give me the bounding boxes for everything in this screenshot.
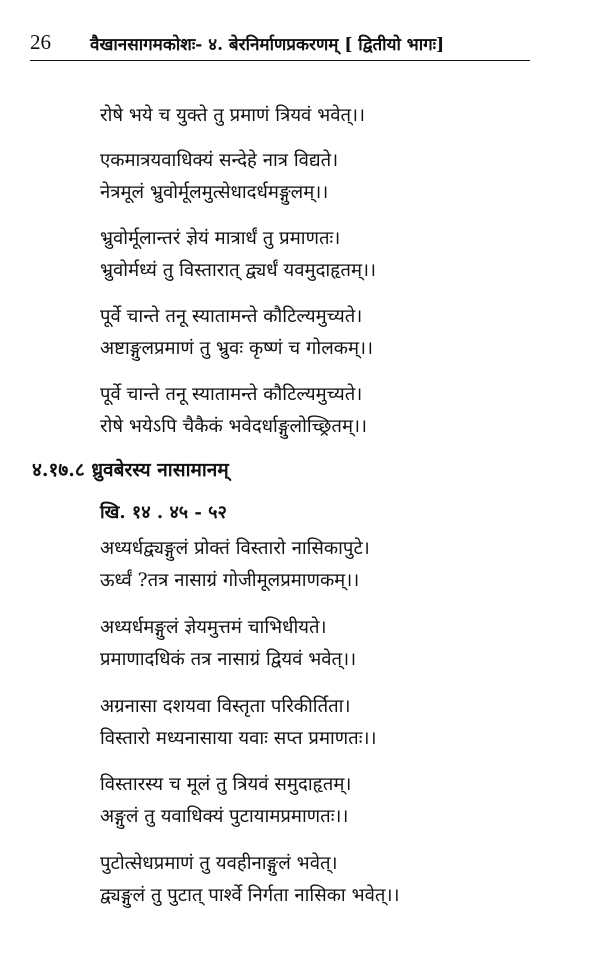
verse-line: ऊर्ध्वं ?तत्र नासाग्रं गोजीमूलप्रमाणकम्।। [100, 570, 360, 591]
running-title: वैखानसागमकोशः- ४. बेरनिर्माणप्रकरणम् [ द्वितीयो भागः] [90, 35, 445, 55]
verse-line: पूर्वे चान्ते तनू स्यातामन्ते कौटिल्यमुच्यते। [100, 384, 363, 405]
verse-line: अङ्गुलं तु यवाधिक्यं पुटायामप्रमाणतः।। [100, 806, 349, 827]
verse-line: विस्तारो मध्यनासाया यवाः सप्त प्रमाणतः।। [100, 728, 377, 749]
verse-line: पूर्वे चान्ते तनू स्यातामन्ते कौटिल्यमुच्यते। [100, 306, 363, 327]
source-reference: खि. १४ . ४५ - ५२ [100, 502, 227, 523]
verse-line: पुटोत्सेधप्रमाणं तु यवहीनाङ्गुलं भवेत्। [100, 853, 338, 874]
header-rule [30, 60, 530, 61]
verse-line: रोषे भयेऽपि चैकैकं भवेदर्धाङ्गुलोच्छ्रितम्।। [100, 416, 368, 437]
verse-line: प्रमाणादधिकं तत्र नासाग्रं द्वियवं भवेत्।। [100, 649, 357, 670]
page-number: 26 [30, 30, 51, 54]
verse-line: द्व्यङ्गुलं तु पुटात् पार्श्वे निर्गता नासिका भवेत्।। [100, 885, 400, 906]
verse-line: विस्तारस्य च मूलं तु त्रियवं समुदाहृतम्। [100, 774, 352, 795]
verse-line: अध्यर्धद्व्यङ्गुलं प्रोक्तं विस्तारो नासिकापुटे। [100, 538, 370, 559]
verse-line: भ्रुवोर्मूलान्तरं ज्ञेयं मात्रार्धं तु प्रमाणतः। [100, 228, 341, 249]
verse-line: भ्रुवोर्मध्यं तु विस्तारात् द्व्यर्धं यवमुदाहृतम्।। [100, 260, 377, 281]
verse-line: अध्यर्धमङ्गुलं ज्ञेयमुत्तमं चाभिधीयते। [100, 617, 327, 638]
page-header [30, 30, 530, 60]
verse-line: नेत्रमूलं भ्रुवोर्मूलमुत्सेधादर्धमङ्गुलम्।। [100, 182, 329, 203]
verse-line: अग्रनासा दशयवा विस्तृता परिकीर्तिता। [100, 696, 351, 717]
verse-line: एकमात्रयवाधिक्यं सन्देहे नात्र विद्यते। [100, 150, 339, 171]
verse-line: रोषे भये च युक्ते तु प्रमाणं त्रियवं भवेत्।। [100, 105, 366, 126]
verse-line: अष्टाङ्गुलप्रमाणं तु भ्रुवः कृष्णं च गोलकम्।। [100, 338, 374, 359]
section-heading: ४.१७.८ ध्रुवबेरस्य नासामानम् [32, 459, 229, 481]
